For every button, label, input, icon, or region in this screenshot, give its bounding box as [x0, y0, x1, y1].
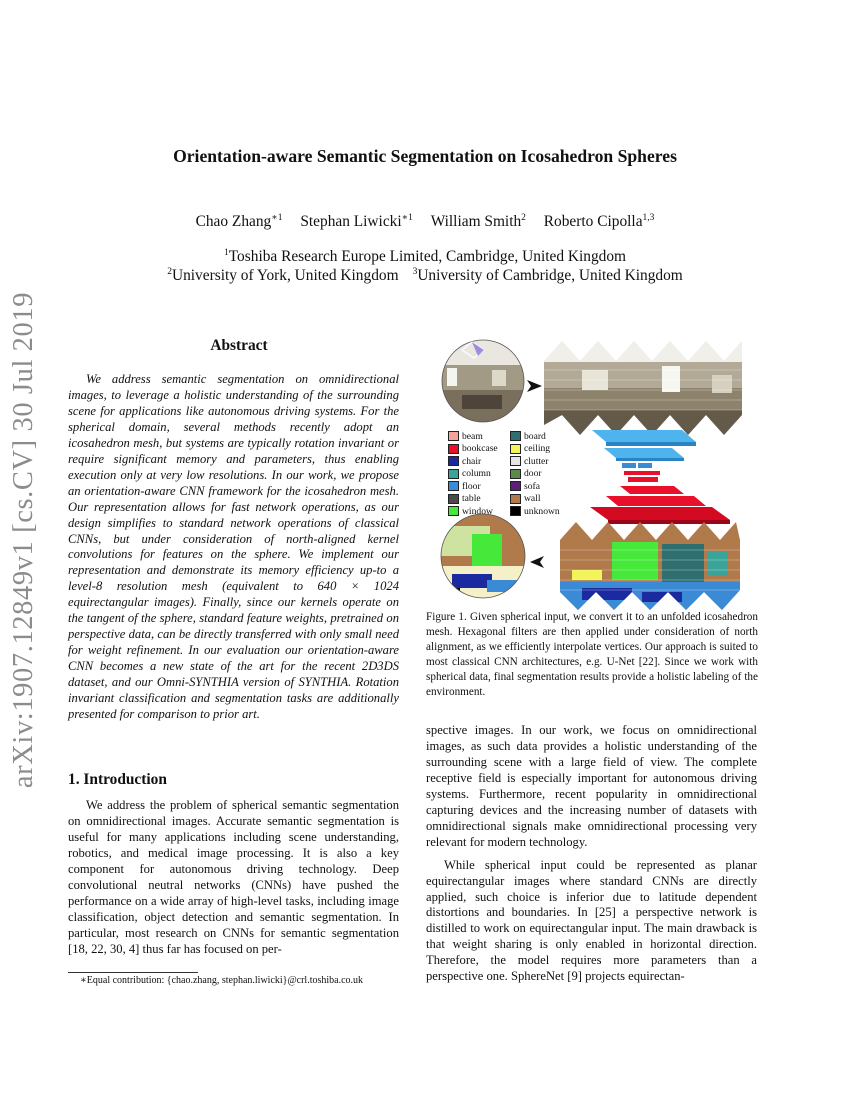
- abstract-body: [68, 372, 399, 723]
- author: Roberto Cipolla$^{1,3}$: [543, 213, 655, 231]
- author: Chao Zhang$^{∗1}$: [195, 213, 283, 231]
- arrow-left-icon: [530, 556, 544, 568]
- legend-swatch: [448, 444, 459, 454]
- legend: [448, 430, 573, 518]
- arrow-right-icon: [527, 380, 542, 392]
- author: Stephan Liwicki$^{∗1}$: [300, 213, 413, 231]
- right-column-body: [426, 723, 757, 985]
- legend-swatch: [448, 456, 459, 466]
- input-sphere-image: [432, 330, 542, 440]
- legend-item: bookcase: [448, 443, 510, 454]
- legend-item: chair: [448, 456, 510, 467]
- arxiv-id: arXiv:1907.12849v1 [cs.CV] 30 Jul 2019: [8, 291, 39, 789]
- legend-swatch: [510, 506, 521, 516]
- legend-item: clutter: [510, 456, 572, 467]
- legend-swatch: [510, 481, 521, 491]
- author: William Smith$^2$: [430, 213, 526, 231]
- legend-item: door: [510, 468, 572, 479]
- paper-title: Orientation-aware Semantic Segmentation on Icosahedron Spheres: [173, 146, 677, 166]
- intro-paragraph: We address the problem of spherical semantic segmentation on omnidirectional images. Accurate semantic segmentation is useful for many applications including scene understanding, robotics, and medical image processing. It is also a key component for autonomous driving technology. Deep convolutional neutral networks (CNNs) have pushed the performance on a wide array of high-level tasks, including image classification, object detection and semantic segmentation. In particular, most research on CNNs for semantic segmentation [18, 22, 30, 4] thus far has focused on per-: [68, 798, 399, 956]
- network-diagram: [590, 430, 730, 524]
- legend-swatch: [448, 431, 459, 441]
- legend-item: wall: [510, 493, 572, 504]
- legend-swatch: [448, 506, 459, 516]
- body-paragraph: spective images. In our work, we focus on omnidirectional images, as such data provides a holistic understanding of the surrounding scene with a large field of view. The complete receptive field is especially important for autonomous driving systems. Furthermore, recent popularity in omnidirectional capturing devices and the increasing number of datasets with omnidirectional signals make omnidirectional processing very relevant for modern technology.: [426, 723, 757, 849]
- legend-swatch: [510, 444, 521, 454]
- section-heading: 1. Introduction: [68, 771, 167, 788]
- footnote: ∗Equal contribution: {chao.zhang, stephan.liwicki}@crl.toshiba.co.uk: [80, 975, 364, 986]
- legend-swatch: [448, 494, 459, 504]
- abstract-heading: Abstract: [210, 337, 268, 354]
- arxiv-stamp: [2, 291, 46, 789]
- output-segmentation-sphere: [432, 510, 542, 610]
- legend-swatch: [448, 481, 459, 491]
- legend-item: floor: [448, 481, 510, 492]
- abstract-text: We address semantic segmentation on omnidirectional images, to leverage a holistic understanding of the surrounding scene for applications like autonomous driving systems. For the spherical domain, several methods recently adopt an icosahedron mesh, but systems are typically rotation invariant or require significant memory and parameters, thus enabling execution only at very low resolutions. In our work, we propose an orientation-aware CNN framework for the icosahedron mesh. Our representation allows for fast network operations, as our design simplifies to standard network operations of classical CNNs, but under consideration of north-aligned kernel convolutions for features on the sphere. We implement our representation and demonstrate its memory efficiency up-to a level-8 resolution mesh (equivalent to 640 × 1024 equirectangular images). Finally, since our kernels operate on the tangent of the sphere, standard feature weights, pretrained on perspective data, can be directly transferred with only small need for weight refinement. In our evaluation our orientation-aware CNN becomes a new state of the art for the recent 2D3DS dataset, and our Omni-SYNTHIA version of SYNTHIA. Rotation invariant classification and segmentation tasks are additionally presented for comparison to prior art.: [68, 372, 399, 722]
- figure-caption: Figure 1. Given spherical input, we convert it to an unfolded icosahedron mesh. Hexagonal filters are then applied under consideration of north alignment, as we efficiently interpolate vertices. Our approach is suited to most classical CNN architectures, e.g. U-Net [22]. Since we work with spherical data, final segmentation results provide a holistic labeling of the environment.: [426, 611, 758, 698]
- legend-item: beam: [448, 431, 510, 442]
- intro-body: [68, 798, 399, 958]
- affiliation-line: $^1$Toshiba Research Europe Limited, Cambridge, United Kingdom: [223, 248, 627, 266]
- legend-item: ceiling: [510, 443, 572, 454]
- legend-swatch: [510, 469, 521, 479]
- footnote-rule: [68, 972, 198, 973]
- legend-item: table: [448, 493, 510, 504]
- legend-swatch: [510, 456, 521, 466]
- legend-item: sofa: [510, 481, 572, 492]
- legend-swatch: [510, 494, 521, 504]
- legend-swatch: [510, 431, 521, 441]
- author-list: [0, 212, 850, 231]
- legend-item: column: [448, 468, 510, 479]
- legend-item: board: [510, 431, 572, 442]
- legend-swatch: [448, 469, 459, 479]
- body-paragraph: While spherical input could be represented as planar equirectangular images where standard CNNs are directly applied, such choice is inferior due to latitude dependent distortions and boundaries. In [25] a perspective network is distilled to work on equirectangular input. The main drawback is that weight sharing is only enabled in horizontal direction. Therefore, the model requires more parameters than a perspective one. SphereNet [9] projects equirectan-: [426, 857, 757, 984]
- unfolded-icosahedron-image: [542, 330, 752, 440]
- segmentation-mesh: [552, 515, 752, 610]
- legend-item: unknown: [510, 506, 572, 517]
- legend-item: window: [448, 506, 510, 517]
- affiliation-line: $^2$University of York, United Kingdom $^3$University of Cambridge, United Kingdom: [167, 267, 683, 285]
